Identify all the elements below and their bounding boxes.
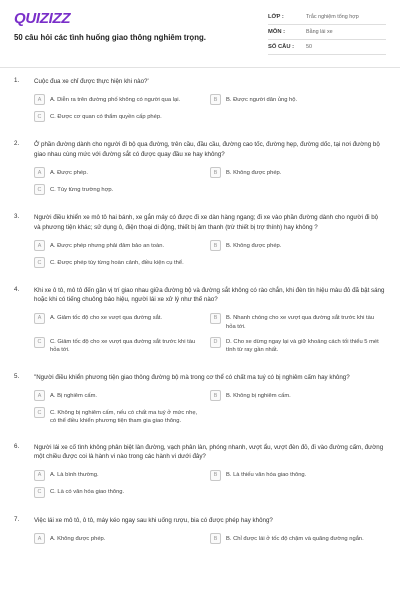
option-letter-box: C	[34, 257, 45, 268]
question-head	[14, 443, 386, 462]
option-letter-box: D	[210, 337, 221, 348]
question-head	[14, 140, 386, 159]
option-letter-box: C	[34, 184, 45, 195]
answer-options	[14, 533, 386, 550]
answer-option[interactable]	[34, 470, 210, 481]
option-text: B. Nhanh chóng cho xe vượt qua đường sắt trước khi tàu hỏa tới.	[226, 315, 375, 330]
worksheet-header	[0, 0, 400, 68]
question-item	[14, 140, 386, 201]
option-text: C. Là có văn hóa giao thông.	[50, 489, 125, 496]
meta-value: 50	[306, 44, 312, 50]
option-text: C. Giảm tốc độ cho xe vượt qua đường sắt trước khi tàu hỏa tới.	[50, 339, 196, 354]
question-number: 6.	[14, 442, 20, 450]
question-text: Ở phần đường dành cho người đi bộ qua đường, trên cầu, đầu cầu, đường cao tốc, đường hẹp, đường dốc, tại nơi đường bộ giao nhau cùng mức với đường sắt có được quay đầu xe hay không?	[34, 141, 380, 158]
answer-options	[14, 94, 386, 128]
quizizz-logo	[14, 10, 70, 28]
question-list	[0, 68, 400, 550]
option-letter-box: A	[34, 240, 45, 251]
option-text: A. Không được phép.	[50, 535, 106, 542]
answer-option[interactable]	[210, 390, 386, 401]
option-letter-box: A	[34, 533, 45, 544]
option-text: A. Diễn ra trên đường phố không có người qua lại.	[50, 96, 181, 103]
answer-option[interactable]	[34, 313, 210, 331]
answer-option[interactable]	[34, 94, 210, 105]
meta-key: SỐ CÂU :	[268, 44, 295, 50]
question-number: 3.	[14, 213, 20, 221]
option-text: B. Được người dân ủng hộ.	[226, 96, 298, 103]
answer-option[interactable]	[34, 390, 210, 401]
answer-option[interactable]	[210, 167, 386, 178]
option-text: C. Tùy từng trường hợp.	[50, 186, 114, 193]
option-letter-box: B	[210, 240, 221, 251]
answer-option[interactable]	[34, 111, 210, 122]
worksheet-meta	[268, 10, 386, 55]
option-letter-box: B	[210, 390, 221, 401]
answer-option[interactable]	[34, 257, 210, 268]
question-item	[14, 443, 386, 504]
answer-option[interactable]	[34, 533, 210, 544]
option-text: B. Không bị nghiêm cấm.	[226, 392, 291, 399]
answer-option[interactable]	[34, 167, 210, 178]
question-text: Khi xe ô tô, mô tô đến gần vị trí giao nhau giữa đường bộ và đường sắt không có rào chắn, khi đèn tín hiệu màu đỏ đã bật sáng hoặc khi có tiếng chuông báo hiệu, người lái xe xử lý như thế nào?	[34, 287, 385, 304]
answer-option[interactable]	[34, 240, 210, 251]
option-text: A. Giảm tốc độ cho xe vượt qua đường sắt.	[50, 315, 163, 322]
option-letter-box: A	[34, 94, 45, 105]
answer-option[interactable]	[210, 94, 386, 105]
question-text: Người lái xe cố tình không phân biệt làn đường, vạch phân làn, phóng nhanh, vượt ẩu, vượt đèn đỏ, đi vào đường cấm, đường một chiều được coi là hành vi nào trong các hành vi dưới đây?	[34, 443, 384, 461]
question-item	[14, 373, 386, 431]
worksheet-title: 50 câu hỏi các tình huống giao thông nghiêm trọng.	[14, 33, 206, 42]
answer-option[interactable]	[34, 407, 210, 425]
option-text: A. Được phép nhưng phải đảm bảo an toàn.	[50, 242, 165, 249]
meta-row-class	[268, 10, 386, 25]
question-head	[14, 516, 386, 525]
option-letter-box: B	[210, 533, 221, 544]
option-letter-box: C	[34, 407, 45, 418]
meta-key: LỚP :	[268, 14, 284, 20]
question-item	[14, 77, 386, 128]
option-text: A. Bị nghiêm cấm.	[50, 392, 98, 399]
question-head	[14, 213, 386, 232]
option-text: A. Được phép.	[50, 169, 88, 176]
answer-options	[14, 167, 386, 201]
meta-row-count	[268, 40, 386, 55]
option-text: C. Được cơ quan có thẩm quyền cấp phép.	[50, 113, 162, 120]
option-text: B. Là thiếu văn hóa giao thông.	[226, 472, 307, 479]
answer-option[interactable]	[34, 184, 210, 195]
answer-option[interactable]	[210, 313, 386, 331]
question-text: "Người điều khiển phương tiện giao thông đường bộ mà trong cơ thể có chất ma tuý có bị nghiêm cấm hay không?	[34, 373, 350, 381]
option-letter-box: B	[210, 167, 221, 178]
option-letter-box: B	[210, 313, 221, 324]
option-text: B. Không được phép.	[226, 242, 282, 249]
answer-option[interactable]	[34, 337, 210, 355]
question-number: 1.	[14, 77, 20, 84]
option-text: C. Được phép tùy từng hoàn cảnh, điều kiện cụ thể.	[50, 259, 184, 266]
option-letter-box: C	[34, 487, 45, 498]
question-head	[14, 286, 386, 305]
option-letter-box: A	[34, 390, 45, 401]
option-text: D. Cho xe dừng ngay lại và giữ khoảng cách tối thiểu 5 mét tính từ ray gần nhất.	[226, 339, 379, 354]
option-letter-box: A	[34, 470, 45, 481]
option-text: A. Là bình thường.	[50, 472, 99, 479]
question-number: 2.	[14, 140, 20, 148]
answer-option[interactable]	[210, 470, 386, 481]
answer-option[interactable]	[210, 337, 386, 355]
option-text: B. Chỉ được lái ở tốc độ chậm và quãng đường ngắn.	[226, 535, 364, 542]
question-head	[14, 373, 386, 382]
answer-options	[14, 240, 386, 274]
answer-options	[14, 390, 386, 431]
option-letter-box: B	[210, 470, 221, 481]
meta-key: MÔN :	[268, 29, 286, 35]
answer-option[interactable]	[210, 533, 386, 544]
question-item	[14, 516, 386, 550]
option-letter-box: B	[210, 94, 221, 105]
meta-row-subject	[268, 25, 386, 40]
question-number: 4.	[14, 286, 20, 294]
question-text: Người điều khiển xe mô tô hai bánh, xe gắn máy có được đi xe dàn hàng ngang; đi xe vào phần đường dành cho người đi bộ và phương tiện khác; sử dụng ô, điện thoại di động, thiết bị âm thanh (trừ thiết bị trợ thính) hay không ?	[34, 214, 379, 231]
question-item	[14, 213, 386, 274]
question-head	[14, 77, 386, 86]
answer-option[interactable]	[34, 487, 210, 498]
meta-value: Bằng lái xe	[306, 29, 333, 35]
question-text: Việc lái xe mô tô, ô tô, máy kéo ngay sau khi uống rượu, bia có được phép hay không?	[34, 516, 273, 524]
question-number: 7.	[14, 515, 20, 523]
meta-value: Trắc nghiệm tổng hợp	[306, 14, 359, 20]
answer-options	[14, 470, 386, 504]
brand-name: QUIZIZZ	[14, 10, 71, 27]
option-text: C. Không bị nghiêm cấm, nếu có chất ma tuý ở mức nhẹ, có thể điều khiển phương tiện tham gia giao thông.	[50, 409, 198, 424]
option-text: B. Không được phép.	[226, 169, 282, 176]
question-text: Cuộc đua xe chỉ được thực hiện khi nào?'	[34, 78, 149, 85]
question-number: 5.	[14, 372, 20, 380]
option-letter-box: A	[34, 167, 45, 178]
answer-options	[14, 313, 386, 361]
option-letter-box: A	[34, 313, 45, 324]
answer-option[interactable]	[210, 240, 386, 251]
question-item	[14, 286, 386, 361]
option-letter-box: C	[34, 111, 45, 122]
option-letter-box: C	[34, 337, 45, 348]
